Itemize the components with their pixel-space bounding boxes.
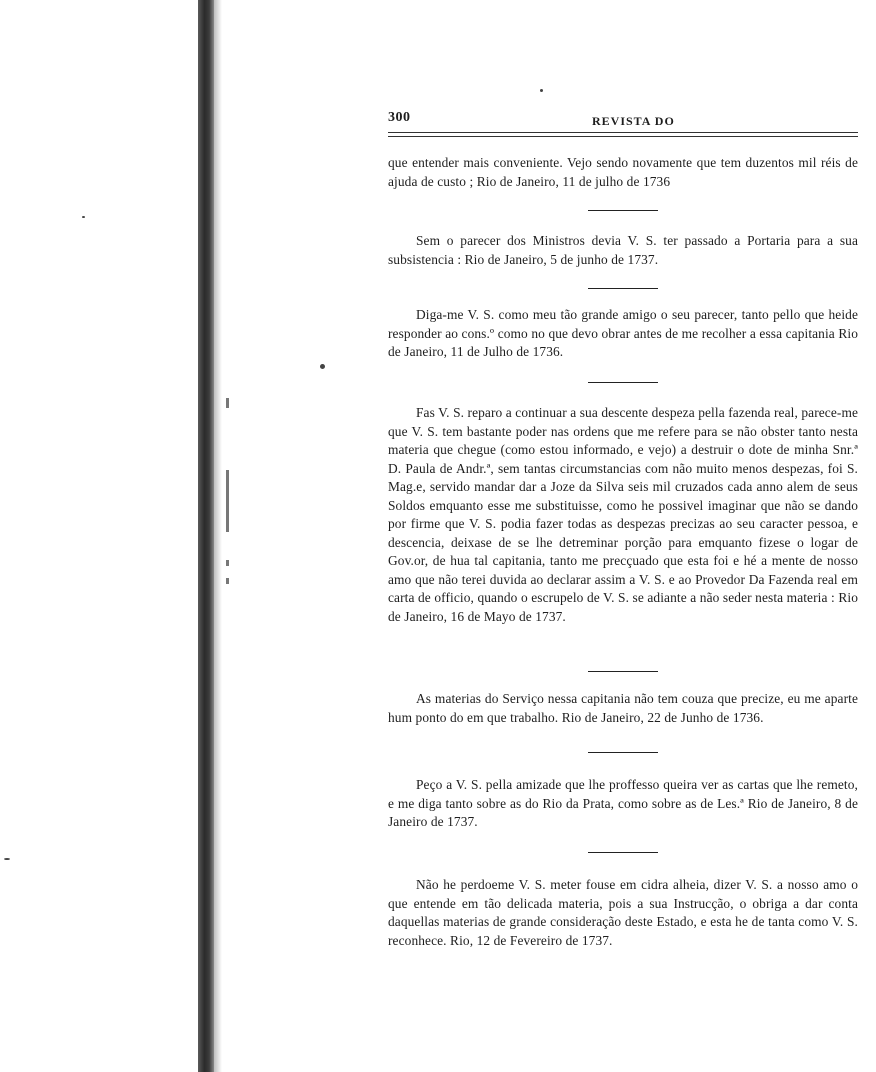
scan-edge-mark (226, 470, 229, 532)
entry-divider (588, 671, 658, 672)
entry-7: Não he perdoeme V. S. meter fouse em cidra alheia, dizer V. S. a nosso amo o que entende em tão delicada materia, pois a sua Instrucção, o obriga a dar conta daquellas materias de grande consideração deste Estado, e esta he de tanta como V. S. reconhece. Rio, 12 de Fevereiro de 1737. (388, 877, 858, 948)
entry-1: que entender mais conveniente. Vejo sendo novamente que tem duzentos mil réis de ajuda de custo ; Rio de Janeiro, 11 de julho de 1736 (388, 155, 858, 189)
entry-4: Fas V. S. reparo a continuar a sua descente despeza pella fazenda real, parece-me que V. S. tem bastante poder nas ordens que me refere para se não obster tanto nesta materia que chegue (como estou informado, e vejo) a destruir o dote de minha Snr.ª D. Paula de Andr.ª, sem tantas circumstancias com não muito menos despezas, foi S. Mag.e, servido mandar dar a Joze da Silva seis mil cruzados cada anno alem de seus Soldos emquanto esse me substituisse, como he possivel imaginar que não se dando por firme que V. S. podia fazer todas as despezas precizas ao seu caracter pessoa, e descencia, deixase de se lhe detreminar porção para emquanto fizese o logar de Gov.or, de hua tal capitania, tanto me precçuado que esta foi e hé a mente de nosso amo que não terei duvida ao declarar assim a V. S. e ao Provedor Da Fazenda real em carta de officio, quando o escrupelo de V. S. se adiante a não seder nesta materia : Rio de Janeiro, 16 de Mayo de 1737. (388, 405, 858, 624)
running-head: REVISTA DO (592, 114, 675, 128)
scan-edge-mark (226, 560, 229, 566)
scan-edge-mark (226, 578, 229, 584)
page-number: 300 (388, 110, 411, 125)
page-header (388, 108, 858, 130)
entry-3: Diga-me V. S. como meu tão grande amigo o seu parecer, tanto pello que heide responder ao cons.º como no que devo obrar antes de me recolher a essa capitania Rio de Janeiro, 11 de Julho de 1736. (388, 307, 858, 359)
header-rule (388, 132, 858, 137)
entry-divider (588, 752, 658, 753)
binding-gutter (198, 0, 214, 1072)
entry-6: Peço a V. S. pella amizade que lhe proffesso queira ver as cartas que lhe remeto, e me diga tanto sobre as do Rio da Prata, como sobre as de Les.ª Rio de Janeiro, 8 de Janeiro de 1737. (388, 777, 858, 829)
entry-divider (588, 382, 658, 383)
scan-edge-mark (226, 398, 229, 408)
scan-speck (82, 216, 85, 218)
entry-divider (588, 288, 658, 289)
scan-speck (320, 364, 325, 369)
entry-divider (588, 852, 658, 853)
gutter-shadow (214, 0, 222, 1072)
entry-divider (588, 210, 658, 211)
scan-speck (4, 858, 10, 860)
entry-2: Sem o parecer dos Ministros devia V. S. ter passado a Portaria para a sua subsistencia : Rio de Janeiro, 5 de junho de 1737. (388, 233, 858, 267)
scan-speck (540, 89, 543, 92)
entry-5: As materias do Serviço nessa capitania não tem couza que precize, eu me aparte hum ponto do em que trabalho. Rio de Janeiro, 22 de Junho de 1736. (388, 691, 858, 725)
